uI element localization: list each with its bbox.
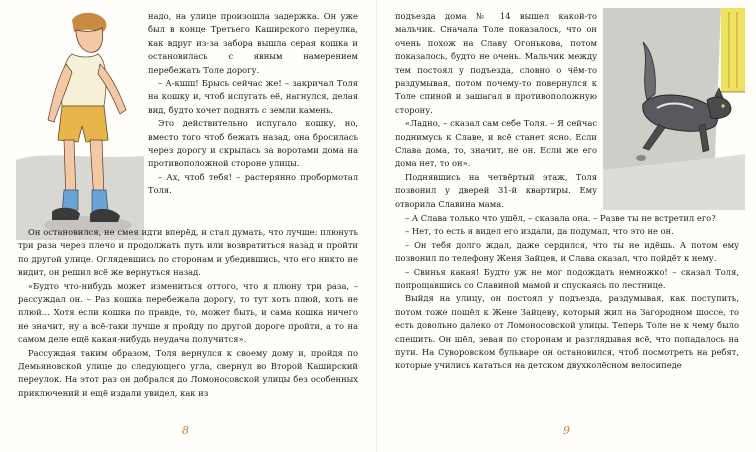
paragraph: – А-кшш! Брысь сейчас же! – закричал Толя на кошку и, чтоб испугать её, нагнулся, делая вид, будто хочет поднять с земли камень. — [148, 78, 358, 115]
left-top-text-column — [148, 10, 358, 198]
page-number-right: 9 — [563, 424, 570, 437]
right-bottom-text-column — [395, 212, 739, 373]
paragraph: – Свинья какая! Будто уж не мог подождать немножко! – сказал Толя, попрощавшись со Славиной мамой и спускаясь по лестнице. — [395, 266, 739, 291]
paragraph: Поднявшись на четвёртый этаж, Толя позвонил у дверей 31-й квартиры. Ему отворила Славина мама. — [395, 171, 597, 209]
paragraph: – Ах, чтоб тебя! – растерянно пробормотал Толя. — [148, 171, 358, 196]
right-page — [377, 0, 756, 452]
left-bottom-text-column — [18, 226, 358, 400]
paragraph: Рассуждая таким образом, Толя вернулся к своему дому и, пройдя по Демьяновской улице до следующего угла, свернул во Второй Каширский переулок. На этот раз он добрался до Ломоносовской улицы без особенных приключений и ещё издали увидел, как из — [18, 347, 358, 398]
paragraph: – А Слава только что ушёл, – сказала она. – Разве ты не встретил его? — [405, 213, 716, 223]
paragraph: – Нет, то есть я видел его издали, да подумал, что это не он. — [405, 226, 674, 237]
cat-illustration — [603, 8, 745, 210]
paragraph: – Он тебя долго ждал, даже сердился, что ты не идёшь. А потом ему позвонил по телефону Женя Зайцев, и Слава сказал, что пойдёт к нему. — [395, 239, 739, 264]
boy-illustration — [16, 10, 144, 240]
paragraph: Он остановился, не смея идти вперёд, и стал думать, что лучше: плюнуть три раза через плечо и продолжать путь или возвратиться назад и пройти по другой улице. Оглядевшись по сторонам и убедившись, что его никто не видит, он решил всё же вернуться назад. — [18, 227, 358, 278]
left-page — [0, 0, 377, 452]
paragraph: «Будто что-нибудь может измениться оттого, что я плюну три раза, – рассуждал он. – Раз кошка перебежала дорогу, то тут хоть плюй, хоть не плюй… Хотя если кошка по правде, то, может быть, и сама кошка ничего не значит, ну а всё-таки лучше я пройду по другой дороге пройти, а то на самом деле ещё какая-нибудь неудача получится». — [18, 280, 358, 345]
paragraph: Выйдя на улицу, он постоял у подъезда, раздумывая, как поступить, потом тоже пошёл к Жене Зайцеву, который жил на Загородном шоссе, то есть довольно далеко от Ломоносовской улицы. Теперь Толе не к чему было спешить. Он шёл, зевая по сторонам и разглядывая всё, что попадалось на пути. На Суворовском бульваре он остановился, чтоб посмотреть на ребят, которые учились кататься на детском двухколёсном велосипеде — [395, 293, 739, 371]
page-number-left: 8 — [182, 424, 189, 437]
paragraph: подъезда дома № 14 вышел какой-то мальчик. Сначала Толе показалось, что он очень похож на Славу Огонькова, потом показалось, будто не очень. Мальчик между тем постоял у подъезда, словно о чём-то раздумывая, потом почему-то повернулся к Толе спиной и зашагал в противоположную сторону. — [395, 11, 597, 115]
paragraph: «Ладно, – сказал сам себе Толя. – Я сейчас поднимусь к Славе, и всё станет ясно. Если Слава дома, то, значит, не он. Если же его дома нет, то он». — [395, 118, 597, 169]
paragraph: Это действительно испугало кошку, но, вместо того чтоб бежать назад, она бросилась через дорогу и скрылась за воротами дома на противоположной стороне улицы. — [148, 118, 358, 169]
right-top-text-column — [395, 10, 597, 211]
paragraph: надо, на улице произошла задержка. Он уже был в конце Третьего Каширского переулка, как вдруг из-за забора вышла серая кошка и остановилась с явным намерением перебежать Толе дорогу. — [148, 11, 358, 75]
